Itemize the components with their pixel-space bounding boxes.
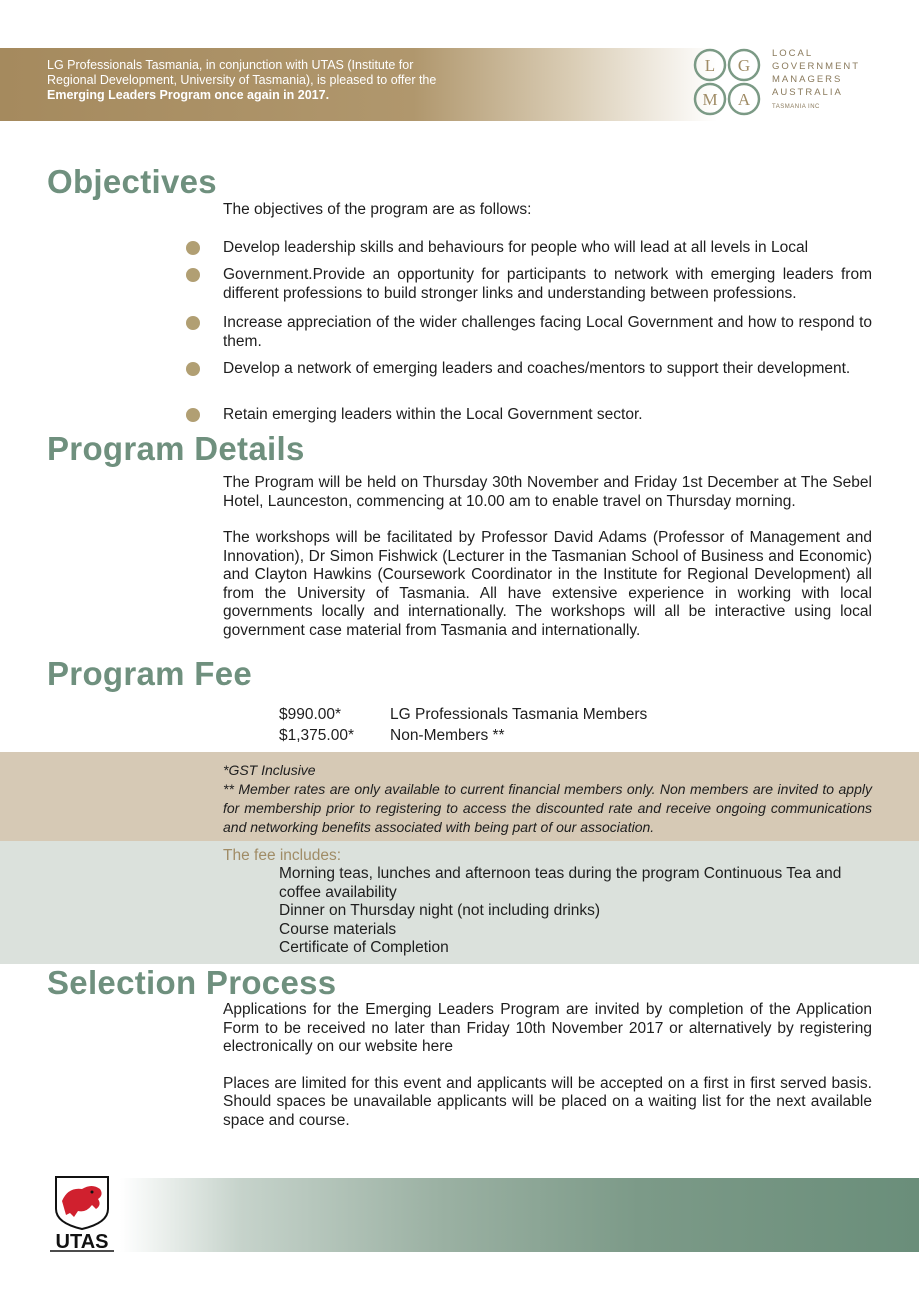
fee-includes-band — [0, 841, 919, 964]
selection-paragraph-1: Applications for the Emerging Leaders Program are invited by completion of the Application Form to be received no later than Friday 10th November 2017 or alternatively by registering electronically on our website here — [223, 1001, 872, 1055]
program-details-body — [223, 474, 872, 640]
lgma-logo — [692, 48, 764, 118]
selection-process-heading: Selection Process — [47, 964, 337, 1001]
fee-notes — [223, 761, 872, 837]
logo-word-local: LOCAL — [772, 48, 814, 59]
objectives-intro: The objectives of the program are as follows: — [223, 201, 532, 218]
footer-band — [120, 1178, 919, 1252]
utas-wordmark: UTAS — [55, 1231, 109, 1253]
logo-sub: TASMANIA INC — [772, 104, 820, 110]
utas-lion-eye-icon — [91, 1191, 94, 1194]
program-details-paragraph-1: The Program will be held on Thursday 30th November and Friday 1st December at The Sebel Hotel, Launceston, commencing at 10.00 am to enable travel on Thursday morning. — [223, 474, 872, 510]
bullet-text: Increase appreciation of the wider challenges facing Local Government and how to respond to them. — [223, 314, 872, 350]
fee-label: LG Professionals Tasmania Members — [390, 706, 648, 723]
utas-logo — [48, 1175, 116, 1253]
bullet-dot-icon — [186, 408, 200, 422]
bullet-text: Retain emerging leaders within the Local Government sector. — [223, 406, 643, 423]
bullet-dot-icon — [186, 362, 200, 376]
fee-includes-list — [279, 865, 859, 958]
program-details-heading: Program Details — [47, 430, 305, 467]
objectives-heading: Objectives — [47, 163, 217, 200]
list-item: Morning teas, lunches and afternoon teas during the program Continuous Tea and coffee availability — [279, 865, 842, 901]
fee-price: $1,375.00* — [279, 727, 354, 744]
bullet-dot-icon — [186, 241, 200, 255]
program-details-paragraph-2: The workshops will be facilitated by Professor David Adams (Professor of Management and Innovation), Dr Simon Fishwick (Lecturer in the Tasmanian School of Business and Economic) and Clayton Hawkins (Coursework Coordinator in the Institute for Regional Development) all from the University of Tasmania. All have extensive experience in working with local governments locally and internationally. The workshops will all be interactive using local government case material from Tasmania and internationally. — [223, 529, 872, 639]
header-intro — [47, 58, 477, 103]
header-line-1: LG Professionals Tasmania, in conjunction with UTAS (Institute for — [47, 58, 414, 72]
gst-note: *GST Inclusive — [223, 762, 316, 778]
bullet-dot-icon — [186, 268, 200, 282]
fee-notes-band — [0, 752, 919, 841]
fee-row-members — [279, 706, 647, 725]
logo-word-government: GOVERNMENT — [772, 61, 861, 72]
logo-letter-a: A — [737, 90, 751, 109]
bullet-text: Develop leadership skills and behaviours for people who will lead at all levels in Local — [223, 239, 809, 256]
list-item: Dinner on Thursday night (not including drinks) — [279, 902, 601, 919]
logo-letter-l: L — [704, 56, 716, 75]
fee-includes-label: The fee includes: — [223, 847, 342, 864]
header-line-3: Emerging Leaders Program once again in 2017. — [47, 88, 330, 102]
list-item: Course materials — [279, 920, 397, 938]
logo-letter-g: G — [737, 56, 751, 75]
bullet-dot-icon — [186, 316, 200, 330]
bullet-text: Develop a network of emerging leaders and coaches/mentors to support their development. — [223, 360, 851, 377]
fee-row-non-members — [279, 727, 505, 746]
logo-letter-m: M — [702, 90, 718, 109]
logo-word-australia: AUSTRALIA — [772, 87, 843, 98]
member-rate-note: ** Member rates are only available to current financial members only. Non members are invited to apply for membership prior to registering to access the discounted rate and receive ongoing communications and networking benefits associated with being part of our association. — [223, 781, 872, 835]
header-line-2: Regional Development, University of Tasmania), is pleased to offer the — [47, 73, 437, 87]
fee-price: $990.00* — [279, 706, 342, 723]
fee-label: Non-Members ** — [390, 727, 505, 744]
program-fee-heading: Program Fee — [47, 655, 253, 692]
selection-process-body — [223, 1001, 872, 1130]
logo-word-managers: MANAGERS — [772, 74, 843, 85]
bullet-text: Government.Provide an opportunity for participants to network with emerging leaders from different professions to build stronger links and understanding between professions. — [223, 266, 872, 302]
list-item: Certificate of Completion — [279, 939, 449, 956]
selection-paragraph-2: Places are limited for this event and applicants will be accepted on a first in first served basis. Should spaces be unavailable applicants will be placed on a waiting list for the next available space and course. — [223, 1074, 872, 1129]
logo-wordmark — [772, 47, 860, 114]
